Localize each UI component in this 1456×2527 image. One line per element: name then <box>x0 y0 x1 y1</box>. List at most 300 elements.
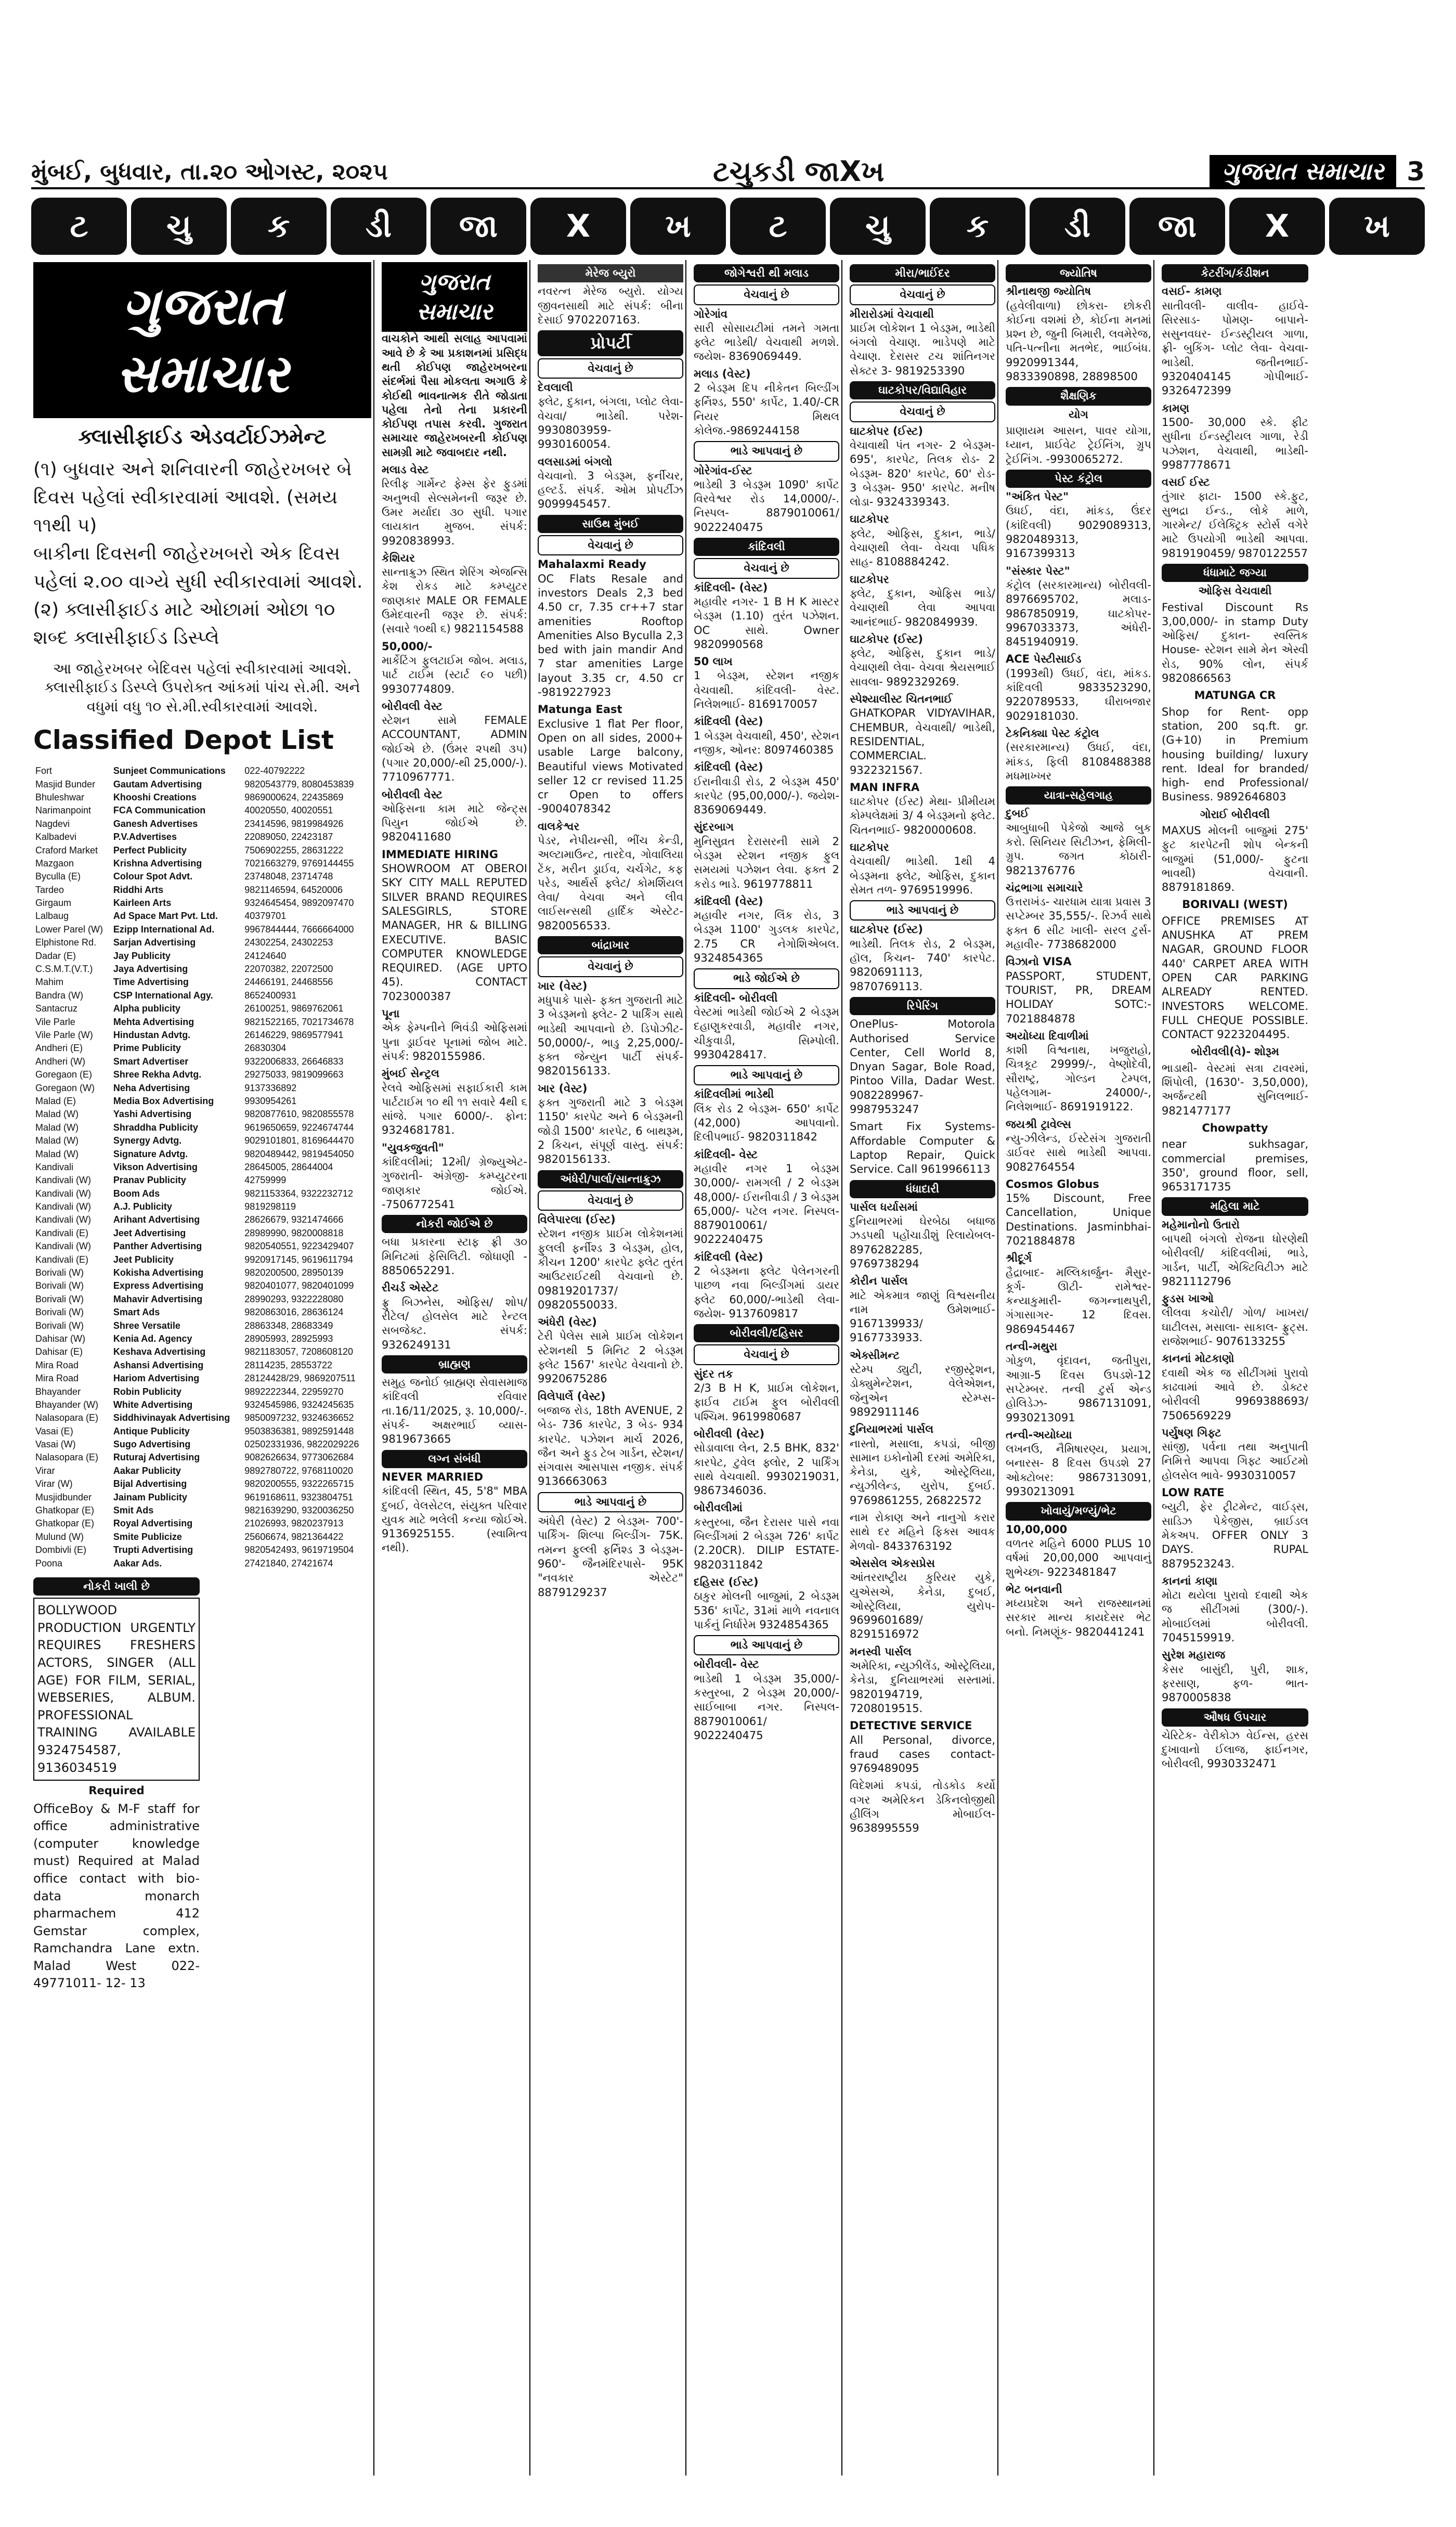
ad-smartfix: Smart Fix Systems- Affordable Computer & Laptop Repair, Quick Service. Call 9619966113 <box>850 1120 995 1176</box>
ad-title: કાંદિવલી- બોરીવલી <box>694 991 778 1004</box>
ad-body: પેડર, નેપીયન્સી, ભીંચ કેન્ડી, અલ્ટામાઉન્ટ, તારદેવ, ગોવાલિયા ટેંક, મરીન ડ્રાઈવ, ચર્ચગેટ, કફ પરેડ, આર્થર્સ ફ્લેટ/ કોમર્શિયલ લેવા/ વેચવા અને લીવ લાઈસન્સથી હાર્દિક એસ્ટેટ- 9820056533. <box>538 834 683 932</box>
depot-phone: 02502331936, 9822029226 <box>244 1439 359 1450</box>
classified-ad <box>694 1087 839 1144</box>
ad-body: સોડાવાલા લેન, 2.5 BHK, 832' કારપેટ, ટુવેલ ફ્લોર, 2 પાર્કિંગ સાથે વેચવાથી. 9930219031, 9867346036. <box>694 1442 839 1497</box>
classified-ad <box>1006 1428 1151 1499</box>
depot-row <box>33 1161 371 1174</box>
ad-title: જયશ્રી ટ્રાવેલ્સ <box>1006 1118 1071 1131</box>
column-3 <box>536 260 686 2476</box>
page-number: 3 <box>1407 157 1425 187</box>
depot-phone: 40020550, 40020551 <box>244 805 333 816</box>
ad-body: 1500- 30,000 સ્કે. ફીટ સુધીના ઈન્ડસ્ટ્રીયલ ગાળા, રેડી પઝેશન, વેચવાથી, ભાડેથી- 9987778671 <box>1162 416 1308 471</box>
ad-title: સુરેશ મહારાજ <box>1162 1649 1226 1662</box>
ad-title: IMMEDIATE HIRING <box>382 848 498 861</box>
classified-ad <box>694 1501 839 1572</box>
ad-list <box>1006 284 1151 384</box>
ad-officeboy: OfficeBoy & M-F staff for office administrative (computer knowledge must) Required at Malad office contact with bio-data monarch pharmachem 412 Gemstar complex, Ramchandra Lane extn. Malad West 022-49771011- 12- 13 <box>33 1801 200 1991</box>
ad-body: પ્રાઈમ લોકેશન 1 બેડરૂમ, ભાડેથી બંગલો વેચાણ. ભાડેપણે માટે વેચાણ. દેરાસર ટચ શાંતિનગર સેક્ટર 3- 9819253390 <box>850 321 995 377</box>
depot-row <box>33 963 371 976</box>
depot-agency: Signature Advtg. <box>113 1148 188 1159</box>
classified-ad <box>850 1422 995 1508</box>
ad-list <box>694 307 839 438</box>
classified-ad <box>1006 1523 1151 1579</box>
classified-ad <box>850 573 995 629</box>
ad-title: "અંકિત પેસ્ટ" <box>1006 490 1069 503</box>
depot-agency: Kokisha Advertising <box>113 1267 204 1278</box>
classified-ad <box>1162 401 1308 472</box>
ad-list <box>382 463 527 1212</box>
classified-ad <box>850 1779 995 1835</box>
depot-area: Craford Market <box>35 845 98 856</box>
classified-ad <box>694 307 839 364</box>
ad-title: મલાડ (વેસ્ટ) <box>694 367 751 380</box>
ad-list <box>694 581 839 966</box>
banner-letter: ખ <box>630 198 726 255</box>
depot-row <box>33 1425 371 1438</box>
section-heading: નોકરી જોઈએ છે <box>382 1215 527 1233</box>
depot-area: Vile Parle (W) <box>35 1029 93 1040</box>
depot-area: Dadar (E) <box>35 950 76 961</box>
depot-area: Lalbaug <box>35 911 69 922</box>
depot-agency: Jainam Publicity <box>113 1492 187 1502</box>
classified-ad <box>1006 1177 1151 1248</box>
depot-phone: 9850097232, 9324636652 <box>244 1412 354 1423</box>
ad-body: મહાવીર નગર 1 બેડરૂમ 30,000/- રામગલી / 2 બેડરૂમ 48,000/- ઈરાનીવાડી / 3 બેડરૂમ 65,000/- પટેલ નગર. નિસ્પલ- 8879010061/ 9022240475 <box>694 1162 839 1246</box>
ad-title: બોરીવલી વેસ્ટ <box>382 788 443 801</box>
depot-row <box>33 857 371 870</box>
depot-agency: Ruturaj Advertising <box>113 1452 200 1463</box>
banner-letter: ક <box>231 198 327 255</box>
ad-body: સાંજી, પર્વના તથા અનુપાતી નિમિત્તે આપવા ગિફ્ટ આઈટમો હોલસેલ ભાવે- 9930310057 <box>1162 1441 1308 1482</box>
sub-heading: યોગ <box>1069 408 1088 421</box>
depot-row <box>33 1372 371 1385</box>
ad-title: કાંદિવલી (વેસ્ટ) <box>694 895 763 908</box>
depot-area: Masjid Bunder <box>35 779 96 789</box>
ad-title: વિલેપાર્લે (વેસ્ટ) <box>538 1390 606 1403</box>
depot-area: Vasai (W) <box>35 1439 76 1450</box>
classified-ad <box>694 715 839 757</box>
depot-phone: 28645005, 28644004 <box>244 1161 333 1172</box>
classified-ad <box>850 1557 995 1642</box>
depot-row <box>33 764 371 777</box>
ad-list <box>694 464 839 535</box>
classified-ad <box>850 840 995 897</box>
classified-ad <box>382 1281 527 1352</box>
ad-brahmin: સમુહ જનોઈ બ્રાહ્મણ સેવાસમાજ કાંદિવલી રવિવાર તા.16/11/2025, રૂ. 10,000/-. સંપર્ક- અક્ષરભાઈ વ્યાસ- 9819673665 <box>382 1376 527 1446</box>
classified-ad <box>382 699 527 785</box>
sub-heading: વેચવાનું છે <box>538 1190 683 1211</box>
ad-title: અંધેરી (વેસ્ટ) <box>538 1316 597 1329</box>
ad-title: LOW RATE <box>1162 1486 1225 1499</box>
classified-ad <box>850 424 995 510</box>
ad-title: બોરીવલીમાં <box>694 1501 743 1514</box>
depot-agency: Jeet Publicity <box>113 1254 174 1265</box>
ad-body: ભાડેથી 3 બેડરૂમ 1090' કાર્પેટ વિરવેશ્વર રોડ 14,0000/-. નિસ્પલ- 8879010061/ 9022240475 <box>694 478 839 534</box>
section-heading: અંધેરી/પાર્લા/સાન્તાક્રુઝ <box>538 1170 683 1188</box>
depot-row <box>33 818 371 831</box>
classified-ad <box>538 703 683 816</box>
classified-ad <box>1006 284 1151 384</box>
ad-body: ફ્રુ બિઝનેસ, ઓફિસ/ શોપ/ રીટેલ/ હોલસેલ માટે રેન્ટલ સબજેક્ટ. સંપર્ક: 9326249131 <box>382 1295 527 1351</box>
ad-body: PASSPORT, STUDENT, TOURIST, PR, DREAM HOLIDAY SOTC:- 7021884878 <box>1006 969 1151 1025</box>
ad-body: ઓફિસના કામ માટે જેન્ટ્સ પિયુન જોઈએ છે. 9820411680 <box>382 802 527 844</box>
classified-ad <box>1162 1486 1308 1571</box>
ad-title: તન્વી-અયોધ્યા <box>1006 1428 1072 1441</box>
ad-body: ફ્લેટ, ઓફિસ, દુકાન, ભાડે/ વેચાણથી લેવા- વેચવા પધિક સાહ- 8108884242. <box>850 527 995 568</box>
ad-list <box>538 1213 683 1489</box>
ad-body: All Personal, divorce, fraud cases contact- 9769489095 <box>850 1733 995 1775</box>
depot-area: Vasai (E) <box>35 1426 73 1436</box>
depot-agency: Panther Advertising <box>113 1241 202 1252</box>
ad-title: કાંદિવલી- (વેસ્ટ) <box>694 581 768 594</box>
classified-ad <box>1006 1251 1151 1337</box>
ad-title: દુબઈ <box>1006 807 1029 820</box>
ad-body: ફક્ત ગુજરાતી માટે 3 બેડરૂમ 1150' કારપેટ અને 6 બેડરૂમની જોડી 1500' કારપેટ, 6 બાથરૂમ, 2 કિચન, સંપૂર્ણ વાસ્તુ. સંપર્ક: 9820156133. <box>538 1096 683 1166</box>
depot-phone: 28124428/29, 9869207511 <box>244 1373 356 1384</box>
depot-area: Girgaum <box>35 898 72 909</box>
ad-title: ટેકનિક્યા પેસ્ટ કંટ્રોલ <box>1006 727 1099 740</box>
depot-phone: 22070382, 22072500 <box>244 964 333 975</box>
depot-area: Virar (W) <box>35 1479 73 1489</box>
ad-body: 1 બેડરૂમ વેચવાથી, 450', સ્ટેશન નજીક, ઓનર: 8097460385 <box>694 729 839 756</box>
ad-title: સુંદર તક <box>694 1367 733 1380</box>
depot-row <box>33 1557 371 1570</box>
depot-agency: Sarjan Advertising <box>113 937 196 948</box>
ad-title: મનસ્વી પાર્સલ <box>850 1645 912 1658</box>
depot-phone: 9324545986, 9324245635 <box>244 1399 354 1410</box>
ad-title: ગોરેગાંવ <box>694 307 727 320</box>
classified-ad <box>1006 652 1151 723</box>
ad-list <box>850 1200 995 1836</box>
gujarat-samachar-logo-small: ગુજરાત સમાચાર <box>382 262 527 332</box>
sub-heading: MATUNGA CR <box>1194 689 1276 702</box>
classified-ad <box>538 979 683 1079</box>
depot-area: Dahisar (E) <box>35 1346 83 1357</box>
ad-body: કાંદિવલીમાં; 12મી/ ગ્રેજ્યુએટ- ગુજરાતી- અંગ્રેજી- કમ્પ્યુટરના જાણકાર જોઈએ. -7506772541 <box>382 1156 527 1211</box>
banner-letter: ખ <box>1329 198 1425 255</box>
ad-title: દુનિયાભરમાં પાર્સલ <box>850 1423 934 1436</box>
ad-yoga: પ્રાણાયમ આસન, પાવર યોગા, ધ્યાન, પ્રાઈવેટ ટ્રેઈનિંગ, ગ્રુપ ટ્રેઈનિંગ. -9930065272. <box>1006 424 1151 465</box>
ad-title: કાંદિવલીમાં ભાડેથી <box>694 1088 774 1101</box>
ad-body: બજાજ રોડ, 18th AVENUE, 2 બેડ- 736 કારપેટ, 3 બેડ- 934 કારપેટ. પઝેશન માર્ચ 2026, જૈન અને ફુડ ટેબ ગાર્ડન, સ્ટેશન/ સંગવાસ આસપાસ નજીક. સંપર્ક 9136663063 <box>538 1404 683 1488</box>
depot-area: Goregaon (W) <box>35 1082 95 1093</box>
depot-phone: 9821639290, 9320036250 <box>244 1505 354 1516</box>
depot-phone: 28990293, 9322228080 <box>244 1293 344 1304</box>
depot-phone: 29275033, 9819099663 <box>244 1069 344 1080</box>
ad-body: રિલીફ ગાર્મેન્ટ ફેમ્સ ફેર ફુડમાં અનુભવી સેલ્સમેનની જરૂર છે. ઉમર મર્યાદા ૩૦ સુધી. પગાર લાયકાત મુજબ. સંપર્ક: 9920838993. <box>382 477 527 547</box>
depot-phone: 9892222344, 22959270 <box>244 1386 344 1397</box>
sub-heading: ભાડે આપવાનું છે <box>538 1492 683 1512</box>
banner-letter: ચુ <box>131 198 227 255</box>
ad-body: ઘાટકોપર (ઈસ્ટ) મેથા- પ્રીમીયમ કોમ્પલેક્ષમાં 3/ 4 બેડરૂમનો ફ્લેટ. ચિતનભાઈ- 9820000608. <box>850 795 995 836</box>
ad-title: કાંદિવલી (વેસ્ટ) <box>694 715 763 728</box>
depot-agency: Aakar Publicity <box>113 1465 181 1476</box>
ad-office: Festival Discount Rs 3,00,000/- in stamp Duty ઓફિસ/ દુકાન- સ્વસ્તિક House- સ્ટેશન સામે મેન એસ્વી રોડ, 90% લોન, સંપર્ક 9820866563 <box>1162 601 1308 685</box>
ad-body: કાંદિવલી સ્થિત, 45, 5'8" MBA દુબઈ, વેલસેટલ, સંયુક્ત પરિવાર યુવક માટે ભલેલી કન્યા જોઈએ. 9136925155. (સ્વામિત્વ નથી). <box>382 1485 527 1554</box>
classified-ad <box>850 692 995 777</box>
depot-row <box>33 1359 371 1372</box>
ad-title: તન્વી-મથુરા <box>1006 1340 1058 1353</box>
depot-row <box>33 1187 371 1200</box>
ad-body: (હવેલીવાળા) છોકરા- છોકરી કોઈના વશમાં છે, કોઈના મનમાં પ્રશ્ન છે, જુની બિમારી, લવમેરેજ, પતિ-પત્નીના મતભેદ, ભાઈબંધ. 9920991344, 9833390898, 28898500 <box>1006 299 1151 383</box>
ad-body: ભાડેથી 1 બેડરૂમ 35,000/- કસ્તુરબા, 2 બેડરૂમ 20,000/- સાઈબાબા નગર. નિસ્પલ- 8879010061/ 9022240475 <box>694 1672 839 1742</box>
classified-ad <box>382 1067 527 1137</box>
section-heading: બોરીવલી/દહિસર <box>694 1324 839 1342</box>
classified-ad <box>850 923 995 993</box>
depot-agency: Shree Versatile <box>113 1320 180 1331</box>
ad-body: SHOWROOM AT OBEROI SKY CITY MALL REPUTED SILVER BRAND REQUIRES SALESGIRLS, STORE MANAGER, HR & BILLING EXECUTIVE. BASIC COMPUTER KNOWLEDGE REQUIRED. (AGE UPTO 45). CONTACT 7023000387 <box>382 862 527 1003</box>
ad-body: કંટ્રોલ (સરકારમાન્ય) બોરીવલી- 8976695702, મલાડ- 9867850919, ઘાટકોપર- 9967033373, અંધેરી- 8451940919. <box>1006 578 1151 649</box>
banner-letter: X <box>530 198 626 255</box>
ad-body: ઠાકુર મોલની બાજુમાં, 2 બેડરૂમ 536' કાર્પેટ, 31માં માળે નવનાલ પાર્કનું નિર્ધારેમ 9324854365 <box>694 1590 839 1631</box>
depot-area: Nalasopara (E) <box>35 1452 99 1463</box>
ad-title: ફુડસ ખાઓ <box>1162 1292 1214 1305</box>
depot-agency: Smit Ads <box>113 1505 154 1516</box>
ad-body: વળતર મહિને 6000 PLUS 10 વર્ષમાં 20,00,000 આપવાનું શુભેચ્છા- 9223481847 <box>1006 1537 1151 1578</box>
depot-phone: 9820542493, 9619719504 <box>244 1545 354 1556</box>
depot-area: Kalbadevi <box>35 832 77 843</box>
ad-never-married <box>382 1470 527 1556</box>
classified-ad <box>850 632 995 689</box>
ad-title: વિલેપારલા (ઈસ્ટ) <box>538 1213 616 1226</box>
ad-body: સારી સોસાયટીમાં તમને ગમતા ફ્લેટ ભાડેથી/ વેચવાથી મળશે. જયેશ- 8369069449. <box>694 321 839 363</box>
depot-agency: Siddhivinayak Advertising <box>113 1412 230 1423</box>
job-section-right <box>205 1575 371 1995</box>
banner-letter: ચુ <box>830 198 926 255</box>
ad-list <box>850 923 995 993</box>
ad-title: મલાડ વેસ્ટ <box>382 463 429 476</box>
depot-phone: 22089050, 22423187 <box>244 832 333 843</box>
depot-row <box>33 1240 371 1253</box>
ad-body: વેચાવાથી પંત નગર- 2 બેડરૂમ- 695', કારપેટ, તિલક રોડ- 2 બેડરૂમ- 820' કારપેટ, 60' રોડ- 3 બેડરૂમ- 950' કારપેટ. મનીષ લોડા- 9324339343. <box>850 438 995 509</box>
depot-phone: 23414596, 9819984926 <box>244 818 344 829</box>
depot-phone: 9619168611, 9323804751 <box>244 1492 354 1502</box>
ad-matunga: Shop for Rent- opp station, 200 sq.ft. gr. (G+10) in Premium housing building/ luxury rent. Ideal for branded/ high- end Professional/ Business. 9892646803 <box>1162 705 1308 804</box>
ad-body: કેસર બાસુંદી, પુરી, શાક, ફરસાણ, ફળ- ભાત- 9870005838 <box>1162 1663 1308 1704</box>
depot-phone: 8652400931 <box>244 990 297 1001</box>
depot-agency: Aakar Ads. <box>113 1558 162 1569</box>
column-6 <box>1004 260 1154 2476</box>
classified-ad <box>1006 1340 1151 1425</box>
depot-area: Kandivali (W) <box>35 1175 92 1186</box>
ad-title: ચંદ્રભાગા સમાચારે <box>1006 881 1083 894</box>
classified-ad <box>1162 1292 1308 1349</box>
depot-row <box>33 1108 371 1121</box>
ad-list <box>538 381 683 512</box>
depot-agency: Ashansi Advertising <box>113 1359 204 1370</box>
depot-phone: 23748048, 23714748 <box>244 871 333 882</box>
depot-area: Bhuleshwar <box>35 792 85 802</box>
ad-body: સાન્તાક્રુઝ સ્થિત શેરિંગ એજન્સિ કેશ રોકડ માટે કમ્પ્યુટર જાણકાર MALE OR FEMALE ઉમેદવારની જરૂર છે. સંપર્ક: (સવારે ૧૦થી ૬) 9821154588 <box>382 566 527 636</box>
classified-ad <box>382 848 527 1004</box>
ad-title: ખાર (વેસ્ટ) <box>538 979 588 992</box>
depot-agency: Synergy Advtg. <box>113 1135 182 1146</box>
depot-area: Borivali (W) <box>35 1307 84 1318</box>
depot-row <box>33 778 371 791</box>
section-heading: કેટરીંગ/કંડીશન <box>1162 264 1308 282</box>
classified-ad <box>382 640 527 696</box>
depot-row <box>33 1200 371 1213</box>
depot-phone: 9821522165, 7021734678 <box>244 1016 354 1027</box>
depot-title: Classified Depot List <box>33 725 334 756</box>
ad-title: વસઈ- કામણ <box>1162 285 1222 298</box>
depot-agency: Hariom Advertising <box>113 1373 200 1384</box>
depot-agency: Robin Publicity <box>113 1386 181 1397</box>
depot-agency: Shraddha Publicity <box>113 1122 198 1133</box>
sub-heading: વેચવાનું છે <box>538 358 683 379</box>
depot-row <box>33 1385 371 1398</box>
ad-body: આબુધાબી પેકેજો આજે બુક કરો. સિનિયર સિટીઝન, ફેમિલી- ગ્રુપ. જગત કોઠારી- 9821376776 <box>1006 821 1151 877</box>
classified-ad <box>538 455 683 512</box>
depot-agency: Kairleen Arts <box>113 898 172 909</box>
ad-title: કામણ <box>1162 401 1190 414</box>
depot-phone: 9820401077, 9820401099 <box>244 1280 354 1291</box>
classified-ad <box>1162 1574 1308 1645</box>
classified-ad <box>1006 490 1151 561</box>
depot-agency: Mahavir Advertising <box>113 1293 203 1304</box>
depot-area: Kandivali (W) <box>35 1241 92 1252</box>
ad-body: અમેરિકા, ન્યુઝીલેંડ, ઓસ્ટ્રેલિયા, કેનેડા, દુનિયાભરમાં સસ્તામાં. 9820194719, 7208019515. <box>850 1660 995 1715</box>
ad-body: કાશી વિશ્વનાથ, ખજુરાહો, ચિત્રકૂટ 29999/-, વેષ્ણોદેવી, સૌરાષ્ટ્ર, ગોલ્ડન ટેમ્પલ, પહેલગામ- 24000/-, નિલેશભાઈ- 8691919122. <box>1006 1044 1151 1113</box>
classified-ad <box>1006 881 1151 952</box>
section-heading: બ્રાહ્મણ <box>382 1355 527 1373</box>
classified-ad <box>850 512 995 569</box>
classified-ad <box>1006 1118 1151 1174</box>
ad-title: MAN INFRA <box>850 781 920 794</box>
ad-title: અયોધ્યા દિવાળીમાં <box>1006 1029 1089 1042</box>
depot-row <box>33 1055 371 1068</box>
depot-row <box>33 897 371 910</box>
depot-phone: 24466191, 24468556 <box>244 977 333 988</box>
depot-row <box>33 1174 371 1187</box>
depot-area: Mahim <box>35 977 64 988</box>
classified-ad <box>694 1575 839 1632</box>
depot-row <box>33 1544 371 1557</box>
depot-agency: Bijal Advertising <box>113 1479 187 1489</box>
depot-row <box>33 950 371 963</box>
banner-letter: ટ <box>730 198 826 255</box>
classified-ad <box>1162 475 1308 561</box>
ad-title: કાંદિવલી- વેસ્ટ <box>694 1148 758 1161</box>
depot-row <box>33 1134 371 1147</box>
depot-phone: 9820863016, 28636124 <box>244 1307 344 1318</box>
policy-item: બાકીના દિવસની જાહેરખબરો એક દિવસ પહેલાં ૨.૦૦ વાગ્યે સુધી સ્વીકારવામાં આવશે. <box>33 543 363 592</box>
ad-title: બોરીવલી (વેસ્ટ) <box>694 1427 765 1440</box>
classified-ad <box>694 820 839 891</box>
ad-title: કાંદિવલી (વેસ્ટ) <box>694 1250 763 1263</box>
ad-body: ગોકુળ, વૃંદાવન, જતીપુરા, આગ્રા-5 દિવસ ઉપડશે-12 સપ્ટેમ્બર. તન્વી ટુર્સ એન્ડ હોલિડેઝ- 9867131091, 9930213091 <box>1006 1354 1151 1424</box>
section-heading: નોકરી ખાલી છે <box>33 1577 200 1596</box>
classified-ad <box>850 1200 995 1271</box>
classified-ad <box>694 895 839 965</box>
depot-area: Mira Road <box>35 1359 79 1370</box>
job-section-left <box>33 1575 200 1995</box>
classified-ad <box>1006 727 1151 783</box>
ad-list <box>1162 284 1308 561</box>
depot-table <box>33 764 371 1570</box>
depot-phone: 9821146594, 64520006 <box>244 884 343 895</box>
depot-row <box>33 1531 371 1544</box>
depot-agency: Smart Ads <box>113 1307 160 1318</box>
ad-body: ઈરાનીવાડી રોડ, 2 બેડરૂમ 450' કારપેટ (95,00,000/-). જયેશ- 8369069449. <box>694 775 839 817</box>
ad-body: ઉધઈ, વંદા, માંકડ, ઉંદર (કાંદિવલી) 9029089313, 9820489313, 9167399313 <box>1006 504 1151 560</box>
sub-heading: ભાડે જોઈએ છે <box>694 968 839 989</box>
classified-title: ક્લાસીફાઈડ એડવર્ટાઈઝમેન્ટ <box>78 425 327 449</box>
classified-ad <box>850 1349 995 1419</box>
depot-agency: FCA Communication <box>113 805 206 816</box>
ad-title: કાનનાં મોટકાણો <box>1162 1352 1234 1365</box>
section-heading: મીરા/ભાઈંદર <box>850 264 995 282</box>
depot-phone: 7021663279, 9769144455 <box>244 858 354 869</box>
section-heading: બાંદ્રાખાર <box>538 936 683 954</box>
ad-title: બોરીવલી- વેસ્ટ <box>694 1658 759 1671</box>
ad-body: GHATKOPAR VIDYAVIHAR, CHEMBUR, વેચવાથી/ ભાડેથી, RESIDENTIAL, COMMERCIAL. 9322321567. <box>850 707 995 776</box>
depot-area: Borivali (W) <box>35 1267 84 1278</box>
depot-area: Fort <box>35 766 53 776</box>
classified-ad <box>382 463 527 548</box>
depot-area: Andheri (E) <box>35 1043 83 1054</box>
classified-ad <box>850 1274 995 1345</box>
depot-agency: Sugo Advertising <box>113 1439 191 1450</box>
depot-area: Andheri (W) <box>35 1056 86 1067</box>
ad-title: ગોરેગાંવ-ઈસ્ટ <box>694 464 752 477</box>
property-heading: પ્રોપર્ટી <box>538 330 683 356</box>
ad-title: પર્યુષણ ગિફ્ટ <box>1162 1426 1221 1439</box>
ad-medical: ચેરિટેક- વેરીકોઝ વેઈન્સ, હરસ દુખાવાનો ઈલાજ, ફાઈનગર, બોરીવલી, 9930332471 <box>1162 1729 1308 1770</box>
depot-row <box>33 1029 371 1042</box>
depot-area: C.S.M.T.(V.T.) <box>35 964 93 975</box>
depot-row <box>33 976 371 989</box>
ad-body: Exclusive 1 flat Per floor, Open on all sides, 2000+ usable Large balcony, Beautiful views Motivated seller 12 cr revised 11.25 cr Open to offers -9004078342 <box>538 717 683 815</box>
ad-title: મીરારોડમાં વેચવાથી <box>850 307 934 320</box>
depot-phone: 9920917145, 9619611794 <box>244 1254 354 1265</box>
depot-area: Ghatkopar (E) <box>35 1505 95 1516</box>
depot-agency: White Advertising <box>113 1399 193 1410</box>
depot-phone: 9322006833, 26646833 <box>244 1056 344 1067</box>
depot-row <box>33 910 371 923</box>
depot-agency: Jeet Advertising <box>113 1227 186 1238</box>
ad-body: ઉત્તરાખંડ- ચારધામ યાત્રા પ્રવાસ 3 સપ્ટેમ્બર 35,555/-. રિઝર્વ સાથે ફક્ત 6 સીટ ખાલી- સરલ ટુર્સ- મહાવીર- 7738682000 <box>1006 896 1151 951</box>
display-notice: આ જાહેરખબર બેદિવસ પહેલાં સ્વીકારવામાં આવશે. ક્લાસીફાઈડ ડિસ્પ્લે ઉપરોક્ત આંકમાં પાંચ સે.મી. અને વધુમાં વધુ ૧૦ સે.મી.સ્વીકારવામાં આવશે. <box>44 660 360 715</box>
sub-heading: ભાડે આપવાનું છે <box>694 1635 839 1655</box>
depot-agency: Trupti Advertising <box>113 1545 193 1556</box>
classified-ad <box>850 1719 995 1776</box>
depot-agency: Ezipp International Ad. <box>113 924 215 935</box>
disclaimer: વાચકોને આથી સલાહ આપવામાં આવે છે કે આ પ્રકાશનમાં પ્રસિદ્ધ થતી કોઈપણ જાહેરખબરના સંદર્ભમાં પૈસા મોકલતા અગાઉ કે કોઈથી ભાવનાત્મક રીતે જોડાતા પહેલા તેનો તેના પ્રકારની કોઈપણ તપાસ કરવી. ગુજરાત સમાચાર જાહેરખબરની કોઈપણ સામગ્રી માટે જવાબદાર નથી. <box>382 332 527 459</box>
depot-phone: 9967844444, 7666664000 <box>244 924 354 935</box>
depot-area: Dahisar (W) <box>35 1333 86 1344</box>
depot-agency: Neha Advertising <box>113 1082 190 1093</box>
classified-ad <box>694 760 839 817</box>
ad-body: રેલવે ઓફિસમાં સફાઈકારી કામ પાર્ટટાઈમ ૧૦ થી ૧૧ સવારે 4થી ૬ સાંજે. પગાર 6000/-. ફોન: 9324681781. <box>382 1081 527 1137</box>
ad-body: ફ્લેટ, ઓફિસ, દુકાન ભાડે/ વેચાણથી લેવા- વેચવા શ્રેયસભાઈ સાવલા- 9892329269. <box>850 647 995 688</box>
ad-body: માર્કેટિંગ ફુલટાઈમ જોબ. મલાડ, પાર્ટ ટાઈમ (સ્ટાર્ટ ૯૦ પછી) 9930774809. <box>382 654 527 695</box>
classified-ad <box>1006 1029 1151 1115</box>
depot-row <box>33 1438 371 1451</box>
ad-title: કાનનાં કાણા <box>1162 1574 1218 1587</box>
banner-letter: X <box>1229 198 1325 255</box>
depot-agency: Riddhi Arts <box>113 884 164 895</box>
classified-ad <box>1162 1648 1308 1705</box>
section-heading: ધંધામાટે જગ્યા <box>1162 564 1308 582</box>
ad-rent: અંધેરી (વેસ્ટ) 2 બેડરૂમ- 700'- પાર્કિંગ- શિલ્પા બિલ્ડીંગ- 75K. તમન્ન ફુલ્લી ફર્નિશ્ડ 3 બેડરૂમ- 960'- જૈનમંદિરપાસે- 95K "નવકાર એસ્ટેટ" 8879129237 <box>538 1515 683 1599</box>
ad-title: ઘાટકોપર <box>850 840 889 853</box>
policy-item: (૧) બુધવાર અને શનિવારની જાહેરખબર બે દિવસ પહેલાં સ્વીકારવામાં આવશે. (સમય ૧૧થી ૫) <box>33 459 352 536</box>
ad-title: કાંદિવલી (વેસ્ટ) <box>694 761 763 774</box>
depot-phone: 9503836381, 9892591448 <box>244 1426 354 1436</box>
depot-row <box>33 804 371 817</box>
depot-area: Byculla (E) <box>35 871 81 882</box>
